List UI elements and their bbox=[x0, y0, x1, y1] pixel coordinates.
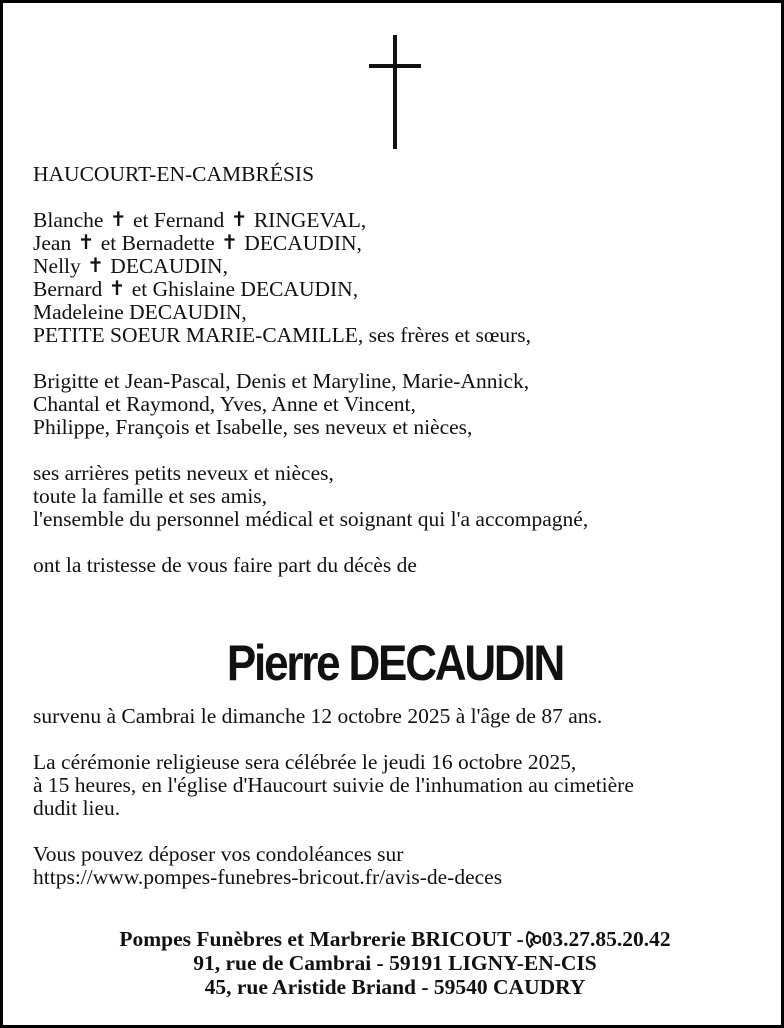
dagger-icon: ✝ bbox=[230, 207, 248, 231]
family-line: Bernard ✝ et Ghislaine DECAUDIN, bbox=[33, 276, 359, 301]
address-line: 45, rue Aristide Briand - 59540 CAUDRY bbox=[204, 975, 586, 999]
family-line: PETITE SOEUR MARIE-CAMILLE, ses frères et sœurs, bbox=[33, 323, 532, 347]
announcement-line: ont la tristesse de vous faire part du décès de bbox=[33, 553, 417, 577]
nephews-line: Chantal et Raymond, Yves, Anne et Vincent, bbox=[33, 392, 416, 416]
phone-number[interactable]: 03.27.85.20.42 bbox=[541, 927, 671, 951]
dagger-icon: ✝ bbox=[77, 230, 95, 254]
death-info: survenu à Cambrai le dimanche 12 octobre 2025 à l'âge de 87 ans. bbox=[33, 704, 603, 728]
notice-details bbox=[33, 705, 763, 889]
family-line: Jean ✝ et Bernadette ✝ DECAUDIN, bbox=[33, 230, 362, 255]
ceremony-line: dudit lieu. bbox=[33, 796, 121, 820]
others-line: toute la famille et ses amis, bbox=[33, 484, 268, 508]
family-line: Madeleine DECAUDIN, bbox=[33, 300, 247, 324]
deceased-name: Pierre DECAUDIN bbox=[226, 635, 564, 691]
company-line bbox=[3, 927, 784, 951]
dagger-icon: ✝ bbox=[108, 276, 126, 300]
dagger-icon: ✝ bbox=[87, 253, 104, 277]
ceremony-line: à 15 heures, en l'église d'Haucourt suivie de l'inhumation au cimetière bbox=[33, 773, 634, 797]
family-line: Nelly ✝ DECAUDIN, bbox=[33, 253, 228, 278]
family-line: Blanche ✝ et Fernand ✝ RINGEVAL, bbox=[33, 207, 367, 232]
cross-icon bbox=[369, 35, 421, 149]
others-line: ses arrières petits neveux et nièces, bbox=[33, 461, 334, 485]
company-name: Pompes Funèbres et Marbrerie BRICOUT - bbox=[119, 927, 524, 951]
phone-icon bbox=[526, 931, 541, 948]
dagger-icon: ✝ bbox=[109, 207, 127, 231]
town-heading: HAUCOURT-EN-CAMBRÉSIS bbox=[33, 162, 315, 186]
condolences-text: Vous pouvez déposer vos condoléances sur bbox=[33, 842, 404, 866]
nephews-line: Brigitte et Jean-Pascal, Denis et Maryline, Marie-Annick, bbox=[33, 369, 530, 393]
notice-body bbox=[33, 163, 763, 577]
dagger-icon: ✝ bbox=[221, 230, 238, 254]
nephews-line: Philippe, François et Isabelle, ses neveux et nièces, bbox=[33, 415, 473, 439]
ceremony-line: La cérémonie religieuse sera célébrée le jeudi 16 octobre 2025, bbox=[33, 750, 577, 774]
funeral-home-footer bbox=[3, 927, 784, 999]
others-line: l'ensemble du personnel médical et soignant qui l'a accompagné, bbox=[33, 507, 589, 531]
condolences-link[interactable]: https://www.pompes-funebres-bricout.fr/avis-de-deces bbox=[33, 865, 503, 889]
address-line: 91, rue de Cambrai - 59191 LIGNY-EN-CIS bbox=[193, 951, 597, 975]
